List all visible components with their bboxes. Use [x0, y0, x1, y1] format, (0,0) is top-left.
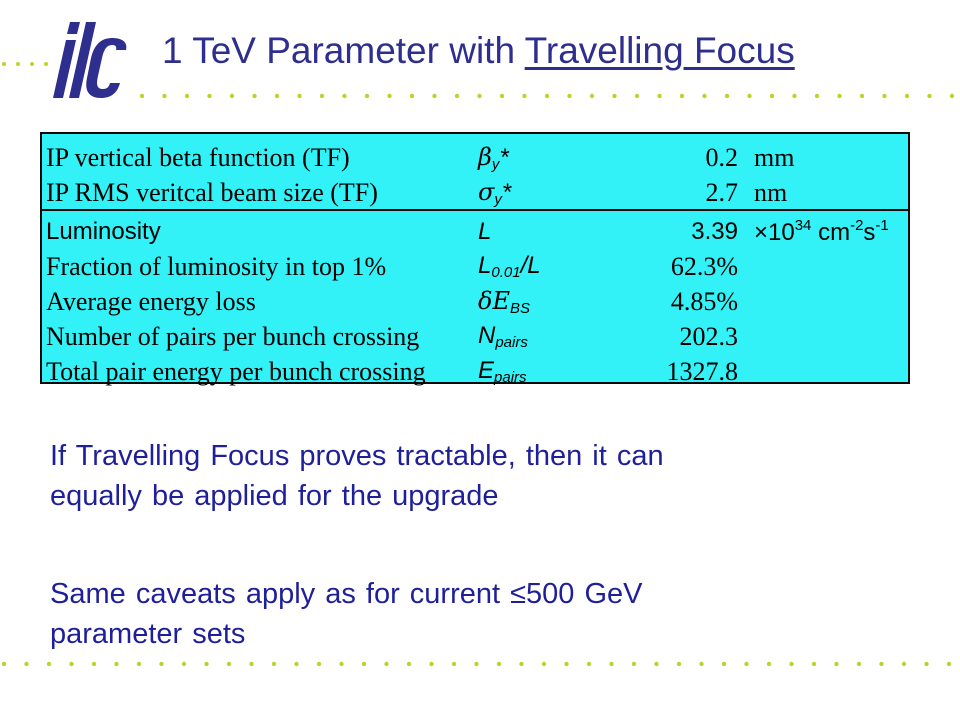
table-row: [42, 249, 889, 284]
row-description: IP vertical beta function (TF): [46, 142, 350, 172]
row-symbol: δEBS: [478, 286, 530, 317]
row-description: IP RMS veritcal beam size (TF): [46, 177, 378, 207]
row-description: Number of pairs per bunch crossing: [46, 321, 420, 351]
title-underline-dots: [138, 92, 960, 100]
title-prefix: 1 TeV Parameter with: [162, 30, 525, 71]
table-row: [42, 284, 889, 319]
row-value: 2.7: [705, 177, 738, 207]
parameter-table: [42, 140, 889, 389]
note-line: equally be applied for the upgrade: [50, 480, 499, 512]
row-value: 202.3: [679, 321, 738, 351]
note-line: If Travelling Focus proves tractable, then it can: [50, 440, 664, 472]
row-value: 62.3%: [670, 251, 738, 281]
parameter-table-box: [40, 132, 910, 384]
row-description: Total pair energy per bunch crossing: [46, 356, 426, 386]
row-symbol: Epairs: [478, 357, 527, 386]
row-symbol: σy*: [478, 177, 512, 208]
ilc-logo-icon: [52, 18, 130, 100]
note-paragraph-2: [50, 574, 643, 654]
row-symbol: L0.01/L: [478, 252, 541, 281]
row-value: 0.2: [705, 142, 738, 172]
luminosity-unit: $\times 10^{34}$ $cm^{-2}s^{-1}$: [754, 216, 889, 246]
row-unit: mm: [754, 142, 795, 172]
row-value: 1327.8: [666, 356, 738, 386]
note-line: Same caveats apply as for current ≤500 GeV: [50, 578, 643, 610]
table-row: [42, 140, 889, 175]
luminosity-label: Luminosity: [46, 217, 161, 245]
page-title: [162, 30, 795, 72]
row-value: 4.85%: [670, 286, 738, 316]
note-line: parameter sets: [50, 618, 246, 650]
row-symbol: Npairs: [478, 322, 528, 351]
table-row: [42, 319, 889, 354]
luminosity-symbol: L: [478, 217, 492, 245]
note-paragraph-1: [50, 436, 664, 516]
row-description: Fraction of luminosity in top 1%: [46, 251, 387, 281]
luminosity-row: [42, 214, 889, 249]
top-left-dots: [0, 60, 60, 68]
table-row: [42, 175, 889, 210]
title-focus-underlined: Travelling Focus: [524, 30, 795, 71]
footer-dots: [0, 660, 960, 668]
row-description: Average energy loss: [46, 286, 256, 316]
table-row: [42, 354, 889, 389]
luminosity-value: 3.39: [691, 217, 738, 245]
row-unit: nm: [754, 177, 788, 207]
row-symbol: βy*: [478, 142, 509, 173]
